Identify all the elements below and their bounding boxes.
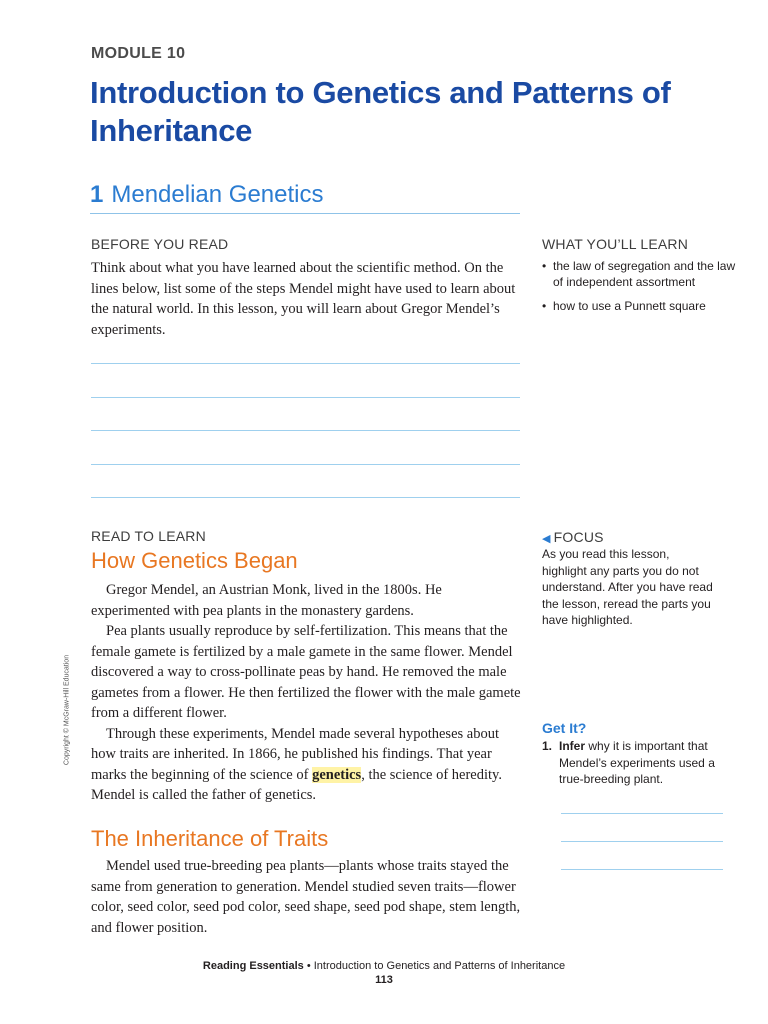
footer-separator: • [303,960,314,972]
lesson-number: 1 [90,181,104,208]
lesson-title [90,181,323,209]
read-to-learn-label: READ TO LEARN [91,528,206,544]
writing-line[interactable] [91,430,520,431]
footer-chapter: Introduction to Genetics and Patterns of Inheritance [313,960,566,972]
page-number: 113 [375,974,393,986]
paragraph [91,724,523,806]
lesson-divider [90,213,520,214]
page-footer [0,960,768,972]
triangle-left-icon: ◀ [542,533,551,545]
copyright-notice: Copyright © McGraw-Hill Education [63,654,71,766]
paragraph-text: , the science of heredity. Mendel is called the father of genetics. [91,766,502,803]
inheritance-body [91,856,523,938]
writing-line[interactable] [91,497,520,498]
lesson-title-text: Mendelian Genetics [111,181,324,208]
page-title: Introduction to Genetics and Patterns of Inheritance [90,75,671,148]
answer-line[interactable] [561,841,723,842]
writing-line[interactable] [91,397,520,398]
answer-line[interactable] [561,869,723,870]
question-body: why it is important that Mendel’s experiments used a true-breeding plant. [559,739,715,786]
get-it-question [542,738,732,788]
answer-line[interactable] [561,813,723,814]
get-it-label: Get It? [542,720,587,736]
focus-label-text: FOCUS [553,529,604,545]
paragraph: Pea plants usually reproduce by self-fertilization. This means that the female gamete is fertilized by a male gamete in the same flower. Mendel discovered a way to cross-pollinate peas by hand. He removed the male gametes from a flower. He then fertilized the flower with the male gamete from a different flower. [91,623,521,721]
paragraph-text: Through these experiments, Mendel made several hypotheses about how traits are inherited. In 1866, he published his findings. That year marks the beginning of the science of [91,725,499,783]
paragraph: Gregor Mendel, an Austrian Monk, lived in the 1800s. He experimented with pea plants in the monastery gardens. [91,582,442,619]
question-number: 1. [542,739,553,753]
highlighted-term: genetics [312,766,362,783]
before-you-read-text: Think about what you have learned about the scientific method. On the lines below, list some of the steps Mendel might have used to learn about the natural world. In this lesson, you will learn about Gregor Mendel’s experiments. [91,260,516,338]
question-text [559,738,732,788]
focus-text: As you read this lesson, highlight any parts you do not understand. After you have read the lesson, reread the parts you have highlighted. [542,547,713,627]
question-verb: Infer [559,739,586,753]
before-you-read-label: BEFORE YOU READ [91,236,229,252]
writing-line[interactable] [91,363,520,364]
list-item: • the law of segregation and the law of independent assortment [542,258,742,290]
module-label: MODULE 10 [91,45,186,62]
list-item: • how to use a Punnett square [542,298,742,314]
focus-label [542,529,604,545]
what-youll-learn-label: WHAT YOU’LL LEARN [542,236,689,252]
read-to-learn-body [91,580,523,806]
heading-how-genetics-began: How Genetics Began [91,548,298,573]
paragraph: Mendel used true-breeding pea plants—plants whose traits stayed the same from generation to generation. Mendel studied seven traits—flower color, seed color, seed pod color, seed shape, seed pod shape, stem length, and flower position. [91,858,521,936]
footer-book: Reading Essentials [202,960,304,972]
heading-inheritance-of-traits: The Inheritance of Traits [91,826,329,851]
writing-line[interactable] [91,464,520,465]
what-youll-learn-list [542,258,742,322]
